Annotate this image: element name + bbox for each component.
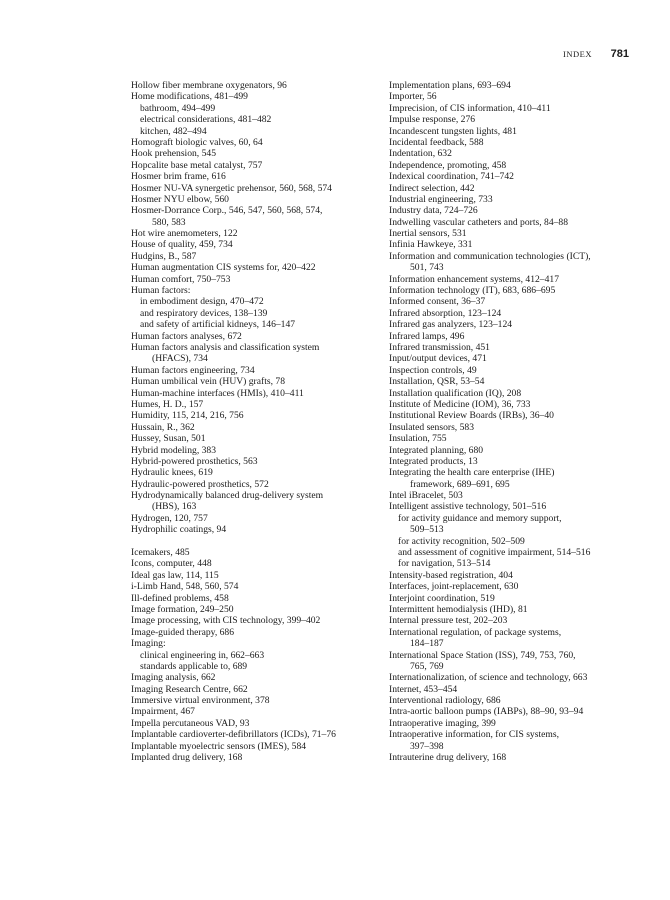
- index-entry: i-Limb Hand, 548, 560, 574: [131, 581, 239, 593]
- index-entry: Hussey, Susan, 501: [131, 433, 206, 445]
- index-entry: Image formation, 249–250: [131, 603, 234, 615]
- index-entry: Integrating the health care enterprise (IHE): [389, 467, 555, 479]
- index-entry: Importer, 56: [389, 91, 437, 103]
- index-subentry: electrical considerations, 481–482: [140, 114, 272, 126]
- index-entry: Human factors analyses, 672: [131, 330, 242, 342]
- index-entry: Ideal gas law, 114, 115: [131, 569, 219, 581]
- index-entry: Internet, 453–454: [389, 683, 458, 695]
- index-entry: Ill-defined problems, 458: [131, 592, 229, 604]
- index-subentry: for activity guidance and memory support,: [398, 512, 562, 524]
- index-entry: House of quality, 459, 734: [131, 239, 233, 251]
- index-entry: Hussain, R., 362: [131, 421, 195, 433]
- index-entry: Intelligent assistive technology, 501–516: [389, 501, 547, 513]
- index-entry: Hydrophilic coatings, 94: [131, 524, 227, 536]
- index-entry: Human-machine interfaces (HMIs), 410–411: [131, 387, 304, 399]
- index-entry: Incidental feedback, 588: [389, 136, 484, 148]
- index-entry: Inertial sensors, 531: [389, 228, 467, 240]
- index-entry: Institute of Medicine (IOM), 36, 733: [389, 398, 531, 410]
- index-entry: Hosmer brim frame, 616: [131, 171, 226, 183]
- index-entry: Hydraulic knees, 619: [131, 467, 213, 479]
- index-entry: Intra-aortic balloon pumps (IABPs), 88–90, 93–94: [389, 706, 584, 718]
- index-entry: Icemakers, 485: [131, 547, 190, 559]
- index-entry: Humes, H. D., 157: [131, 398, 204, 410]
- index-entry: Input/output devices, 471: [389, 353, 487, 365]
- index-entry: Imprecision, of CIS information, 410–411: [389, 102, 551, 114]
- index-entry: Hosmer NYU elbow, 560: [131, 193, 229, 205]
- index-entry: Information technology (IT), 683, 686–695: [389, 285, 556, 297]
- index-entry: Homograft biologic valves, 60, 64: [131, 136, 263, 148]
- page-number: 781: [610, 48, 629, 60]
- index-entry: Internationalization, of science and technology, 663: [389, 672, 588, 684]
- index-entry: Infrared gas analyzers, 123–124: [389, 319, 513, 331]
- letter-group-gap: [131, 536, 371, 547]
- index-entry: Impella percutaneous VAD, 93: [131, 717, 250, 729]
- index-entry: Icons, computer, 448: [131, 558, 212, 570]
- index-entry: Hosmer-Dorrance Corp., 546, 547, 560, 568, 574,: [131, 205, 323, 217]
- index-entry: Intraoperative imaging, 399: [389, 717, 496, 729]
- index-entry: Independence, promoting, 458: [389, 159, 507, 171]
- index-entry-continuation: 397–398: [410, 740, 444, 752]
- index-entry: Informed consent, 36–37: [389, 296, 486, 308]
- index-entry: Hybrid-powered prosthetics, 563: [131, 455, 258, 467]
- index-subentry: clinical engineering in, 662–663: [140, 649, 265, 661]
- index-entry: Implanted drug delivery, 168: [131, 752, 243, 764]
- index-entry: Impulse response, 276: [389, 114, 476, 126]
- index-entry-continuation: 184–187: [410, 638, 444, 650]
- index-entry: Infrared lamps, 496: [389, 330, 465, 342]
- index-subentry: kitchen, 482–494: [140, 125, 207, 137]
- index-entry: Intermittent hemodialysis (IHD), 81: [389, 603, 528, 615]
- index-entry: Hollow fiber membrane oxygenators, 96: [131, 80, 287, 91]
- index-entry: Image processing, with CIS technology, 399–402: [131, 615, 321, 627]
- index-subentry: bathroom, 494–499: [140, 102, 216, 114]
- index-entry: Hydrogen, 120, 757: [131, 512, 208, 524]
- index-entry-continuation: 580, 583: [152, 216, 186, 228]
- index-subentry: in embodiment design, 470–472: [140, 296, 264, 308]
- index-entry: Human factors:: [131, 285, 191, 297]
- index-entry: Interfaces, joint-replacement, 630: [389, 581, 519, 593]
- index-entry-continuation: (HBS), 163: [152, 501, 197, 513]
- index-entry: Imaging analysis, 662: [131, 672, 216, 684]
- index-entry: Interventional radiology, 686: [389, 695, 501, 707]
- index-entry: Indwelling vascular catheters and ports, 84–88: [389, 216, 569, 228]
- index-entry: Hydraulic-powered prosthetics, 572: [131, 478, 269, 490]
- index-column-right: [389, 80, 634, 763]
- index-subentry: for navigation, 513–514: [398, 558, 491, 570]
- index-entry: Internal pressure test, 202–203: [389, 615, 508, 627]
- index-entry: Industrial engineering, 733: [389, 193, 493, 205]
- index-entry-continuation: 501, 743: [410, 262, 444, 274]
- index-entry: Image-guided therapy, 686: [131, 626, 235, 638]
- index-entry: Installation qualification (IQ), 208: [389, 387, 522, 399]
- index-entry-continuation: framework, 689–691, 695: [410, 478, 510, 490]
- index-entry: Hopcalite base metal catalyst, 757: [131, 159, 263, 171]
- index-entry: Human umbilical vein (HUV) grafts, 78: [131, 376, 285, 388]
- index-subentry: and respiratory devices, 138–139: [140, 307, 268, 319]
- index-column-left: [131, 80, 371, 763]
- index-entry: Hybrid modeling, 383: [131, 444, 217, 456]
- index-entry-continuation: 509–513: [410, 524, 444, 536]
- index-entry: Implementation plans, 693–694: [389, 80, 511, 91]
- index-entry: Hot wire anemometers, 122: [131, 228, 238, 240]
- index-entry: Humidity, 115, 214, 216, 756: [131, 410, 244, 422]
- index-entry: Immersive virtual environment, 378: [131, 695, 270, 707]
- index-entry-continuation: 765, 769: [410, 660, 444, 672]
- index-entry: Hosmer NU-VA synergetic prehensor, 560, 568, 574: [131, 182, 332, 194]
- index-entry: Impairment, 467: [131, 706, 195, 718]
- running-header: [0, 48, 670, 62]
- index-entry: Human comfort, 750–753: [131, 273, 231, 285]
- index-entry: Imaging Research Centre, 662: [131, 683, 248, 695]
- index-entry: International Space Station (ISS), 749, 753, 760,: [389, 649, 576, 661]
- index-entry: Human factors engineering, 734: [131, 364, 255, 376]
- index-entry: Institutional Review Boards (IRBs), 36–40: [389, 410, 554, 422]
- index-entry: Intensity-based registration, 404: [389, 569, 513, 581]
- index-entry: Human factors analysis and classification system: [131, 341, 320, 353]
- index-entry: Interjoint coordination, 519: [389, 592, 495, 604]
- index-entry: Hudgins, B., 587: [131, 250, 197, 262]
- index-subentry: and assessment of cognitive impairment, 514–516: [398, 547, 591, 559]
- index-entry: International regulation, of package systems,: [389, 626, 562, 638]
- index-entry: Implantable myoelectric sensors (IMES), 584: [131, 740, 307, 752]
- index-entry: Integrated products, 13: [389, 455, 478, 467]
- index-entry: Incandescent tungsten lights, 481: [389, 125, 517, 137]
- index-entry: Indexical coordination, 741–742: [389, 171, 514, 183]
- index-entry: Intrauterine drug delivery, 168: [389, 752, 507, 764]
- index-entry: Inspection controls, 49: [389, 364, 477, 376]
- index-entry: Insulation, 755: [389, 433, 447, 445]
- index-entry: Integrated planning, 680: [389, 444, 484, 456]
- index-entry-continuation: (HFACS), 734: [152, 353, 208, 365]
- index-entry: Indirect selection, 442: [389, 182, 475, 194]
- index-entry: Industry data, 724–726: [389, 205, 478, 217]
- index-entry: Implantable cardioverter-defibrillators (ICDs), 71–76: [131, 729, 336, 741]
- index-entry: Infinia Hawkeye, 331: [389, 239, 473, 251]
- index-entry: Imaging:: [131, 638, 166, 650]
- index-entry: Home modifications, 481–499: [131, 91, 248, 103]
- index-entry: Human augmentation CIS systems for, 420–422: [131, 262, 316, 274]
- index-entry: Intraoperative information, for CIS systems,: [389, 729, 559, 741]
- index-entry: Infrared transmission, 451: [389, 341, 490, 353]
- index-entry: Insulated sensors, 583: [389, 421, 474, 433]
- index-entry: Intel iBracelet, 503: [389, 490, 463, 502]
- index-entry: Infrared absorption, 123–124: [389, 307, 502, 319]
- index-subentry: standards applicable to, 689: [140, 660, 248, 672]
- index-entry: Information and communication technologies (ICT),: [389, 250, 591, 262]
- index-subentry: for activity recognition, 502–509: [398, 535, 525, 547]
- index-subentry: and safety of artificial kidneys, 146–147: [140, 319, 296, 331]
- index-entry: Hydrodynamically balanced drug-delivery system: [131, 490, 324, 502]
- index-entry: Installation, QSR, 53–54: [389, 376, 485, 388]
- index-entry: Indentation, 632: [389, 148, 452, 160]
- header-label: INDEX: [563, 49, 592, 59]
- index-entry: Hook prehension, 545: [131, 148, 216, 160]
- index-entry: Information enhancement systems, 412–417: [389, 273, 559, 285]
